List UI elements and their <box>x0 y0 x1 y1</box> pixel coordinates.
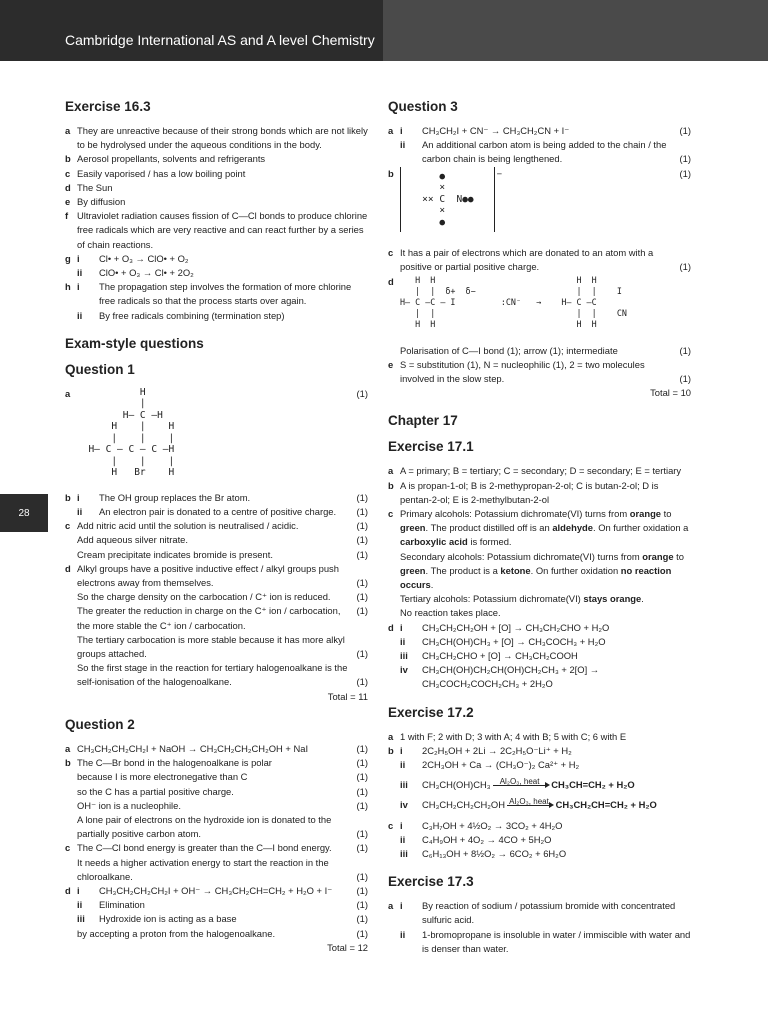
question-2-total: Total = 12 <box>327 941 368 953</box>
answer-row: c i C₃H₇OH + 4½O₂ → 3CO₂ + 4H₂O <box>388 819 563 831</box>
question-2-title: Question 2 <box>65 716 135 732</box>
answer-row: Secondary alcohols: Potassium dichromate(VI) turns from orange to green. The product is a ketone. On further oxidation no reaction occurs. <box>400 550 684 590</box>
exercise-16-3-title: Exercise 16.3 <box>65 99 151 114</box>
right-column <box>388 98 691 956</box>
answer-row: ii An electron pair is donated to a centre of positive charge. (1) <box>77 506 368 518</box>
answer-row: b The C—Br bond in the halogenoalkane is polar (1) <box>65 757 368 769</box>
answer-row: a A = primary; B = tertiary; C = secondary; D = secondary; E = tertiary <box>388 465 682 477</box>
answer-row: f Ultraviolet radiation causes fission of C—Cl bonds to produce chlorine free radicals which are very reactive and can react further by a series of chain reactions. <box>65 210 368 250</box>
answer-row: g i Cl• + O₃ → ClO• + O₂ <box>65 252 189 264</box>
answer-row: A lone pair of electrons on the hydroxide ion is donated to the partially positive carbon atom. (1) <box>77 813 368 840</box>
exercise-17-2-title: Exercise 17.2 <box>388 704 474 720</box>
answer-row: c Add nitric acid until the solution is neutralised / acidic. (1) <box>65 520 368 532</box>
exam-style-title: Exam-style questions <box>65 335 204 351</box>
answer-row: ii C₄H₉OH + 4O₂ → 4CO + 5H₂O <box>400 833 552 845</box>
answer-row: by accepting a proton from the halogenoalkane. (1) <box>77 927 368 939</box>
question-3-title: Question 3 <box>388 99 458 114</box>
answer-row: ii 2CH₃OH + Ca → (CH₃O⁻)₂ Ca²⁺ + H₂ <box>400 758 580 770</box>
left-column <box>65 98 368 955</box>
answer-row: Polarisation of C—I bond (1); arrow (1); intermediate (1) <box>400 344 691 356</box>
answer-row: h i The propagation step involves the formation of more chlorine free radicals so that the process starts over again. <box>65 281 352 307</box>
answer-row: ii 1-bromopropane is insoluble in water / immiscible with water and is denser than water. <box>400 928 691 954</box>
answer-row: d H H H H | | δ+ δ− | | I H— C —C — I :CN⁻ → H— C —C | | | | CN H H H H <box>388 275 691 330</box>
page-header <box>0 0 768 61</box>
dot-cross-diagram: ● × ×× C N●● × ● <box>400 167 495 233</box>
chapter-17-title: Chapter 17 <box>388 413 458 429</box>
answer-row: so the C has a partial positive charge. (1) <box>77 785 368 797</box>
answer-row: OH⁻ ion is a nucleophile. (1) <box>77 799 368 811</box>
answer-row: ii Elimination (1) <box>77 899 368 911</box>
question-1-total: Total = 11 <box>327 690 368 702</box>
answer-row: It needs a higher activation energy to start the reaction in the chloroalkane. (1) <box>77 856 368 882</box>
answer-row: iii C₆H₁₃OH + 8½O₂ → 6CO₂ + 6H₂O <box>400 848 567 859</box>
answer-row: ii An additional carbon atom is being added to the chain / the carbon chain is being lengthened. (1) <box>400 139 691 165</box>
answer-row: The greater the reduction in charge on the C⁺ ion / carbocation, the more stable the C⁺ ion / carbocation. (1) <box>77 605 368 631</box>
answer-row: iv CH₃CH₂CH₂CH₂OH Al₂O₃, heat CH₃CH₂CH=CH₂ + H₂O <box>400 797 657 811</box>
answer-row: because I is more electronegative than C (1) <box>77 771 368 783</box>
answer-row: e S = substitution (1), N = nucleophilic (1), 2 = two molecules involved in the slow step. (1) <box>388 358 691 384</box>
page-number: 28 <box>0 494 48 532</box>
answer-row: iii CH₃CH₂CHO + [O] → CH₃CH₂COOH <box>400 649 578 661</box>
answer-row: a i By reaction of sodium / potassium bromide with concentrated sulfuric acid. <box>388 900 676 926</box>
header-accent <box>383 0 768 61</box>
answer-row: d i CH₃CH₂CH₂OH + [O] → CH₃CH₂CHO + H₂O <box>388 621 610 633</box>
answer-row: b A is propan-1-ol; B is 2-methypropan-2-ol; C is butan-2-ol; D is pentan-2-ol; E is 2-methylbutan-2-ol <box>388 479 659 505</box>
exercise-17-3-title: Exercise 17.3 <box>388 874 474 890</box>
answer-row: c Easily vaporised / has a low boiling point <box>65 167 246 179</box>
answer-row: a H | H— C —H H | H | | | H— C — C — C —H | | | H Br H (1) <box>65 386 368 479</box>
answer-row: iii Hydroxide ion is acting as a base (1) <box>77 913 368 925</box>
answer-row: d The Sun <box>65 181 113 193</box>
answer-row: c The C—Cl bond energy is greater than the C—I bond energy. (1) <box>65 842 368 854</box>
answer-row: So the first stage in the reaction for tertiary halogenoalkane is the self-ionisation of the halogenoalkane. (1) <box>77 662 368 688</box>
book-title: Cambridge International AS and A level Chemistry <box>65 32 375 48</box>
question-3-total: Total = 10 <box>650 387 691 399</box>
answer-row: iv CH₃CH(OH)CH₂CH(OH)CH₂CH₃ + 2[O] → CH₃COCH₂COCH₂CH₃ + 2H₂O <box>400 664 600 690</box>
charge-label: − <box>496 167 503 179</box>
answer-row: Cream precipitate indicates bromide is present. (1) <box>77 548 368 560</box>
question-1-title: Question 1 <box>65 361 135 377</box>
answer-row: ii CH₃CH(OH)CH₃ + [O] → CH₃COCH₃ + H₂O <box>400 635 606 647</box>
mechanism-diagram: H H H H | | δ+ δ− | | I H— C —C — I :CN⁻ → H— C —C | | | | CN H H H H <box>400 274 627 329</box>
answer-row: So the charge density on the carbocation / C⁺ ion is reduced. (1) <box>77 591 368 603</box>
answer-row: b i 2C₂H₅OH + 2Li → 2C₂H₅O⁻Li⁺ + H₂ <box>388 744 572 756</box>
answer-row: c It has a pair of electrons which are donated to an atom with a positive or partial positive charge. (1) <box>388 247 691 273</box>
answer-row: Tertiary alcohols: Potassium dichromate(VI) stays orange. <box>400 593 644 605</box>
answer-row: No reaction takes place. <box>400 607 501 619</box>
answer-row: e By diffusion <box>65 196 126 208</box>
answer-row: The tertiary carbocation is more stable because it has more alkyl groups attached. (1) <box>77 633 368 660</box>
answer-row: c Primary alcohols: Potassium dichromate(VI) turns from orange to green. The product distilled off is an aldehyde. On further oxidation a carboxylic acid is formed. <box>388 507 689 548</box>
answer-row: d Alkyl groups have a positive inductive effect / alkyl groups push electrons away from themselves. (1) <box>65 562 368 589</box>
answer-row: a 1 with F; 2 with D; 3 with A; 4 with B; 5 with C; 6 with E <box>388 730 627 742</box>
answer-row: b ● × ×× C N●● × ● − (1) <box>388 167 691 233</box>
answer-row: a i CH₃CH₂I + CN⁻ → CH₃CH₂CN + I⁻ (1) <box>388 125 691 136</box>
exercise-17-1-title: Exercise 17.1 <box>388 439 474 455</box>
answer-row: a They are unreactive because of their strong bonds which are not likely to be hydrolysed under the aqueous conditions in the body. <box>65 125 368 151</box>
answer-row: a CH₃CH₂CH₂CH₂I + NaOH → CH₃CH₂CH₂CH₂OH + NaI (1) <box>65 742 368 754</box>
answer-row: iii CH₃CH(OH)CH₃ Al₂O₃, heat CH₃CH=CH₂ + H₂O <box>400 777 635 791</box>
answer-row: d i CH₃CH₂CH₂CH₂I + OH⁻ → CH₃CH₂CH=CH₂ + H₂O + I⁻ (1) <box>65 884 368 896</box>
answer-row: b Aerosol propellants, solvents and refrigerants <box>65 153 266 165</box>
answer-row: b i The OH group replaces the Br atom. (1) <box>65 491 368 503</box>
answer-row: ii By free radicals combining (termination step) <box>77 309 285 321</box>
answer-row: Add aqueous silver nitrate. (1) <box>77 534 368 546</box>
answer-row: ii ClO• + O₃ → Cl• + 2O₂ <box>77 267 194 279</box>
structural-formula: H | H— C —H H | H | | | H— C — C — C —H | | | H Br H <box>88 386 175 479</box>
